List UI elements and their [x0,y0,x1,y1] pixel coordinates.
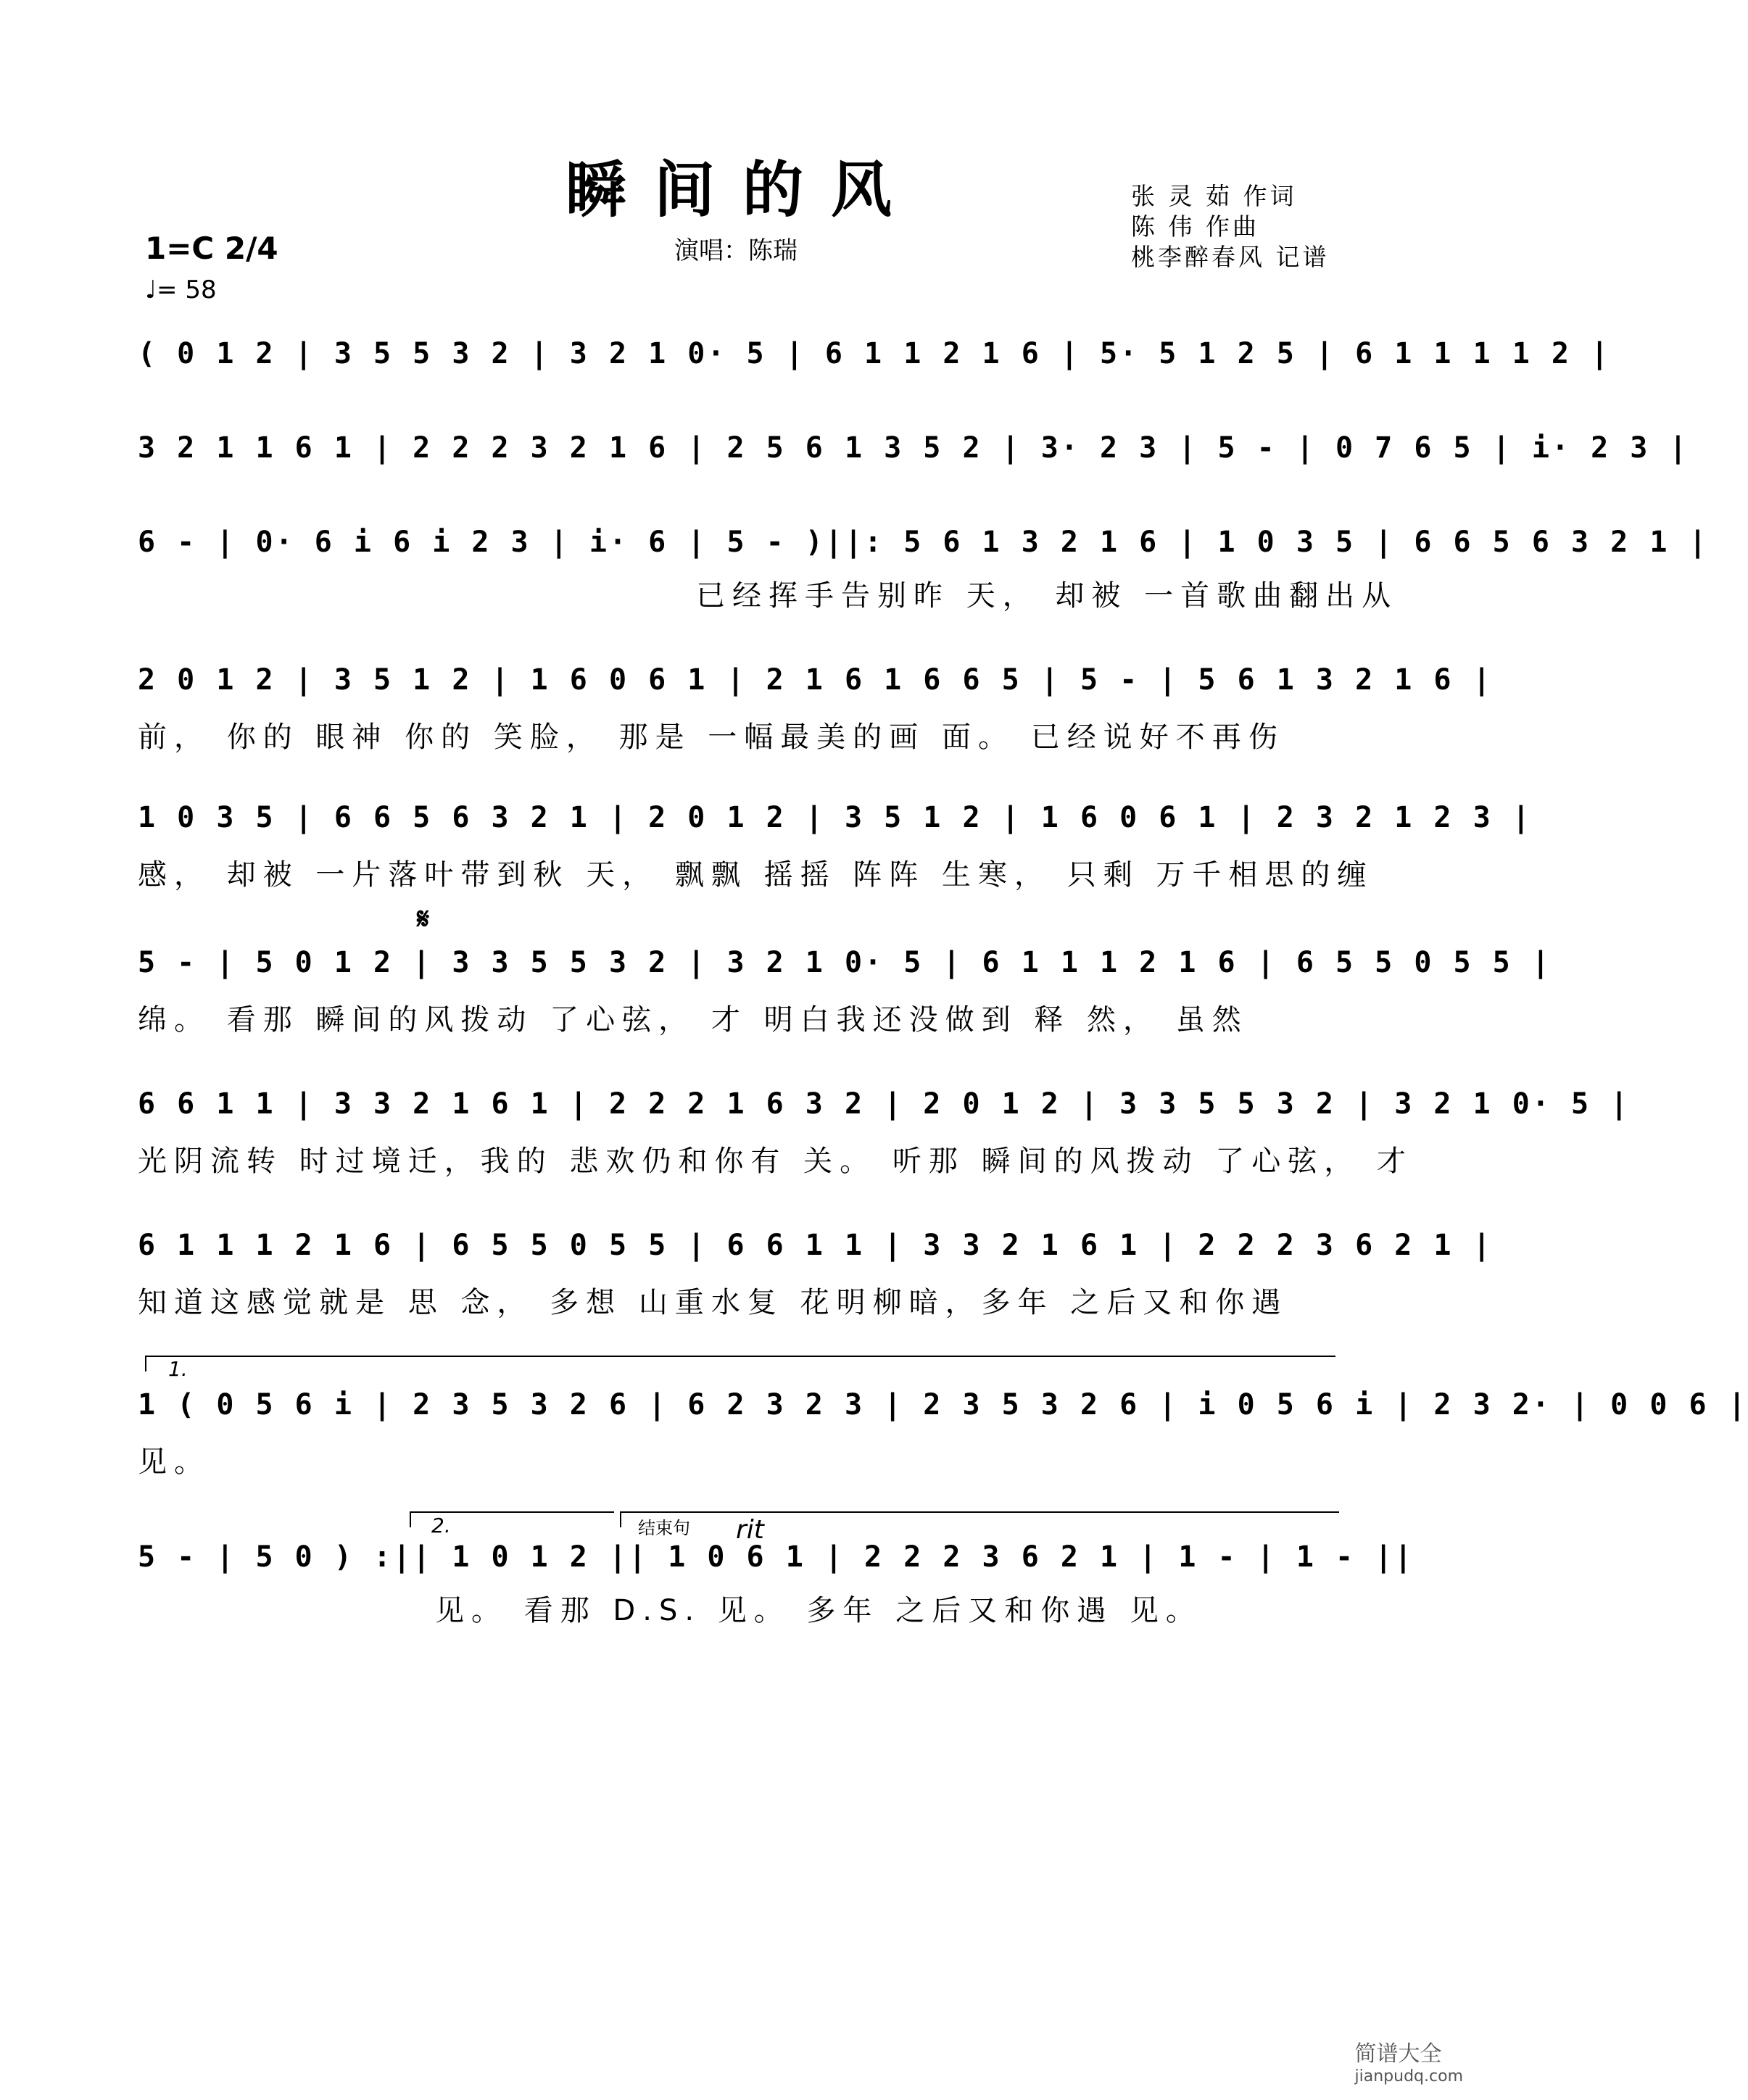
lyrics-row-3: 已经挥手告别昨 天， 却被 一首歌曲翻出从 [696,579,1399,613]
volta-1-bracket [145,1356,1335,1371]
lyrics-row-9: 见。 [138,1445,210,1479]
tempo-marking: ♩= 58 [145,275,217,304]
notation-row-3: 6 - | 0· 6 i 6 i 2 3 | i· 6 | 5 - )||: 5 6 1 3 2 1 6 | 1 0 3 5 | 6 6 5 6 3 2 1 | [138,526,1709,559]
notation-row-1: ( 0 1 2 | 3 5 5 3 2 | 3 2 1 0· 5 | 6 1 1 2 1 6 | 5· 5 1 2 5 | 6 1 1 1 1 2 | [138,337,1611,370]
lyrics-row-7: 光阴流转 时过境迁，我的 悲欢仍和你有 关。 听那 瞬间的风拨动 了心弦， 才 [138,1145,1414,1178]
notation-row-6: 5 - | 5 0 1 2 | 3 3 5 5 3 2 | 3 2 1 0· 5 | 6 1 1 1 2 1 6 | 6 5 5 0 5 5 | [138,946,1552,979]
lyrics-row-6: 绵。 看那 瞬间的风拨动 了心弦， 才 明白我还没做到 释 然， 虽然 [138,1003,1248,1037]
notation-row-7: 6 6 1 1 | 3 3 2 1 6 1 | 2 2 2 1 6 3 2 | 2 0 1 2 | 3 3 5 5 3 2 | 3 2 1 0· 5 | [138,1087,1631,1121]
notation-row-2: 3 2 1 1 6 1 | 2 2 2 3 2 1 6 | 2 5 6 1 3 5 2 | 3· 2 3 | 5 - | 0 7 6 5 | i· 2 3 | [138,431,1689,465]
segno: 𝄋 [417,902,430,936]
notation-row-9: 1 ( 0 5 6 i | 2 3 5 3 2 6 | 6 2 3 2 3 | 2 3 5 3 2 6 | i 0 5 6 i | 2 3 2· | 0 0 6 | [138,1388,1748,1422]
composer-credit: 陈 伟 作曲 [1131,212,1259,241]
lyricist-credit: 张 灵 茹 作词 [1131,182,1297,210]
credits [1131,181,1330,273]
singer: 演唱：陈瑞 [674,236,798,265]
notation-row-8: 6 1 1 1 2 1 6 | 6 5 5 0 5 5 | 6 6 1 1 | 3 3 2 1 6 1 | 2 2 2 3 6 2 1 | [138,1229,1493,1262]
notation-row-10: 5 - | 5 0 ) :|| 1 0 1 2 || 1 0 6 1 | 2 2 2 3 6 2 1 | 1 - | 1 - || [138,1540,1414,1574]
watermark-name: 简谱大全 [1354,2041,1442,2067]
watermark [1355,2035,1463,2086]
volta-1-label: 1. [168,1357,188,1381]
watermark-url: jianpudq.com [1354,2067,1463,2086]
notation-row-4: 2 0 1 2 | 3 5 1 2 | 1 6 0 6 1 | 2 1 6 1 6 6 5 | 5 - | 5 6 1 3 2 1 6 | [138,663,1493,697]
key-signature: 1=C 2/4 [145,231,278,266]
lyrics-row-10: 见。 看那 D.S. 见。 多年 之后又和你遇 见。 [435,1594,1202,1627]
lyrics-row-5: 感， 却被 一片落叶带到秋 天， 飘飘 摇摇 阵阵 生寒， 只剩 万千相思的缠 [138,858,1374,892]
title: 瞬间的风 [565,154,919,225]
notation-row-5: 1 0 3 5 | 6 6 5 6 3 2 1 | 2 0 1 2 | 3 5 1 2 | 1 6 0 6 1 | 2 3 2 1 2 3 | [138,801,1532,834]
ending-label: 结束句 [638,1518,690,1538]
volta-2-label: 2. [431,1514,451,1537]
ending-bracket [620,1511,1339,1527]
lyrics-row-4: 前， 你的 眼神 你的 笑脸， 那是 一幅最美的画 面。 已经说好不再伤 [138,721,1285,754]
rit-marking: rit [736,1515,764,1545]
transcriber-credit: 桃李醉春风 记谱 [1131,243,1330,271]
lyrics-row-8: 知道这感觉就是 思 念， 多想 山重水复 花明柳暗，多年 之后又和你遇 [138,1286,1288,1319]
